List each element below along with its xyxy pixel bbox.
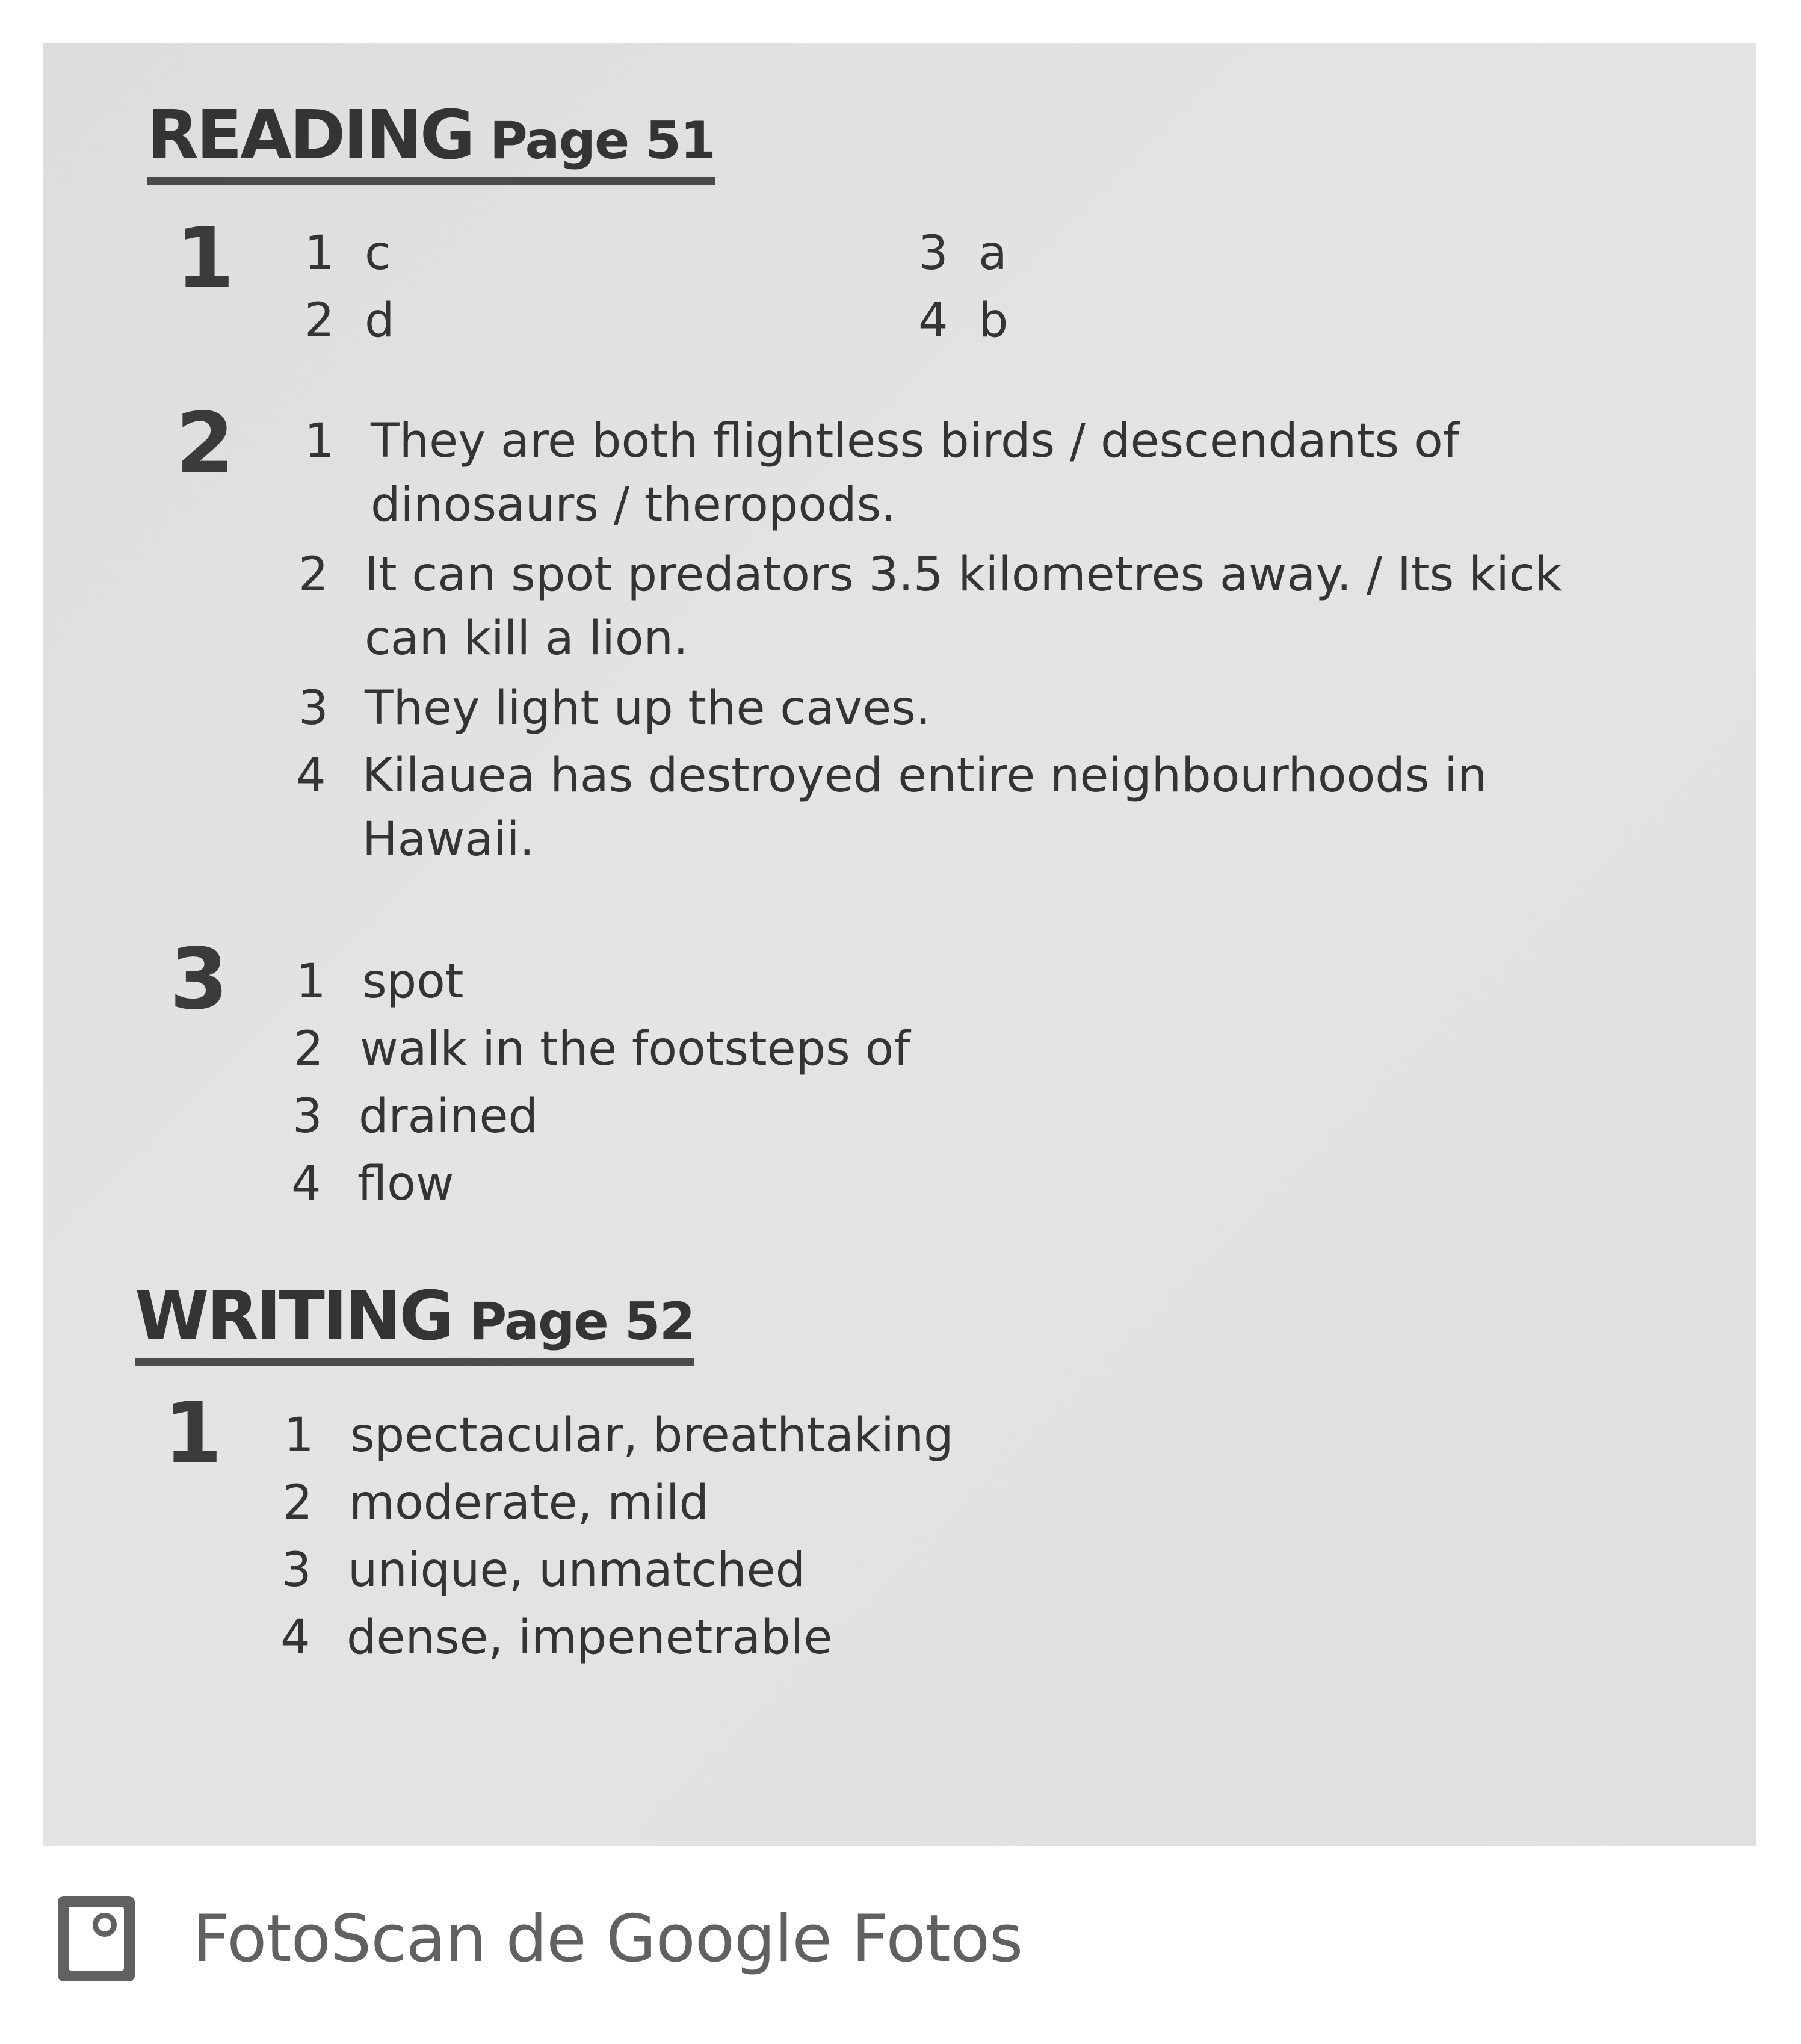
item-answer-line: dinosaurs / theropods. — [371, 478, 897, 532]
item-answer: flow — [357, 1157, 454, 1211]
item-answer: c — [365, 226, 391, 280]
item-answer-line: can kill a lion. — [365, 612, 688, 666]
item-number: 4 — [291, 1157, 321, 1211]
item-answer-line: It can spot predators 3.5 kilometres away. / Its kick — [365, 548, 1562, 602]
writing-exercise-1 — [164, 1384, 1126, 1705]
reading-exercise-1 — [176, 209, 1078, 373]
item-number: 1 — [296, 955, 326, 1009]
item-number: 2 — [283, 1476, 313, 1530]
answer-item — [298, 542, 1592, 674]
item-number: 1 — [284, 1408, 314, 1463]
exercise-number: 1 — [176, 209, 235, 308]
item-number: 4 — [280, 1611, 310, 1665]
item-number: 2 — [294, 1022, 324, 1076]
answer-item — [296, 743, 1590, 875]
item-answer: dense, impenetrable — [347, 1611, 833, 1665]
item-answer-line: They light up the caves. — [365, 681, 931, 736]
item-answer-line: They are both flightless birds / descendants of — [371, 414, 1460, 468]
reading-exercise-3 — [170, 931, 1072, 1251]
item-number: 1 — [304, 414, 335, 468]
item-answer: unique, unmatched — [348, 1543, 806, 1597]
fotoscan-icon — [58, 1896, 135, 1981]
writing-page: Page 52 — [469, 1292, 694, 1352]
item-answer: d — [365, 294, 395, 348]
exercise-number: 1 — [164, 1384, 223, 1482]
item-answer: a — [978, 226, 1007, 280]
fotoscan-footer — [58, 1896, 1022, 1981]
item-number: 4 — [296, 749, 326, 803]
item-answer: b — [978, 294, 1009, 348]
reading-heading — [147, 96, 715, 185]
writing-heading — [135, 1277, 694, 1366]
item-number: 2 — [304, 294, 335, 348]
item-number: 3 — [918, 226, 948, 280]
item-number: 3 — [298, 681, 329, 736]
item-number: 4 — [918, 294, 948, 348]
item-answer: spectacular, breathtaking — [350, 1408, 954, 1463]
reading-exercise-2 — [176, 395, 1620, 944]
scanned-page — [43, 43, 1756, 1846]
reading-title: READING — [147, 96, 473, 175]
fotoscan-label: FotoScan de Google Fotos — [193, 1901, 1023, 1977]
item-answer-line: Kilauea has destroyed entire neighbourhoods in — [362, 749, 1487, 803]
item-answer: spot — [362, 955, 464, 1009]
item-number: 1 — [304, 226, 335, 280]
exercise-number: 2 — [176, 395, 235, 493]
item-answer: drained — [359, 1089, 538, 1144]
item-number: 3 — [282, 1543, 312, 1597]
exercise-number: 3 — [170, 931, 229, 1029]
item-answer: moderate, mild — [349, 1476, 709, 1530]
writing-title: WRITING — [135, 1277, 453, 1355]
item-number: 3 — [292, 1089, 323, 1144]
item-number: 2 — [298, 548, 329, 602]
reading-page: Page 51 — [489, 111, 715, 171]
item-answer-line: Hawaii. — [362, 813, 535, 867]
item-answer: walk in the footsteps of — [360, 1022, 910, 1076]
answer-item — [304, 408, 1598, 540]
